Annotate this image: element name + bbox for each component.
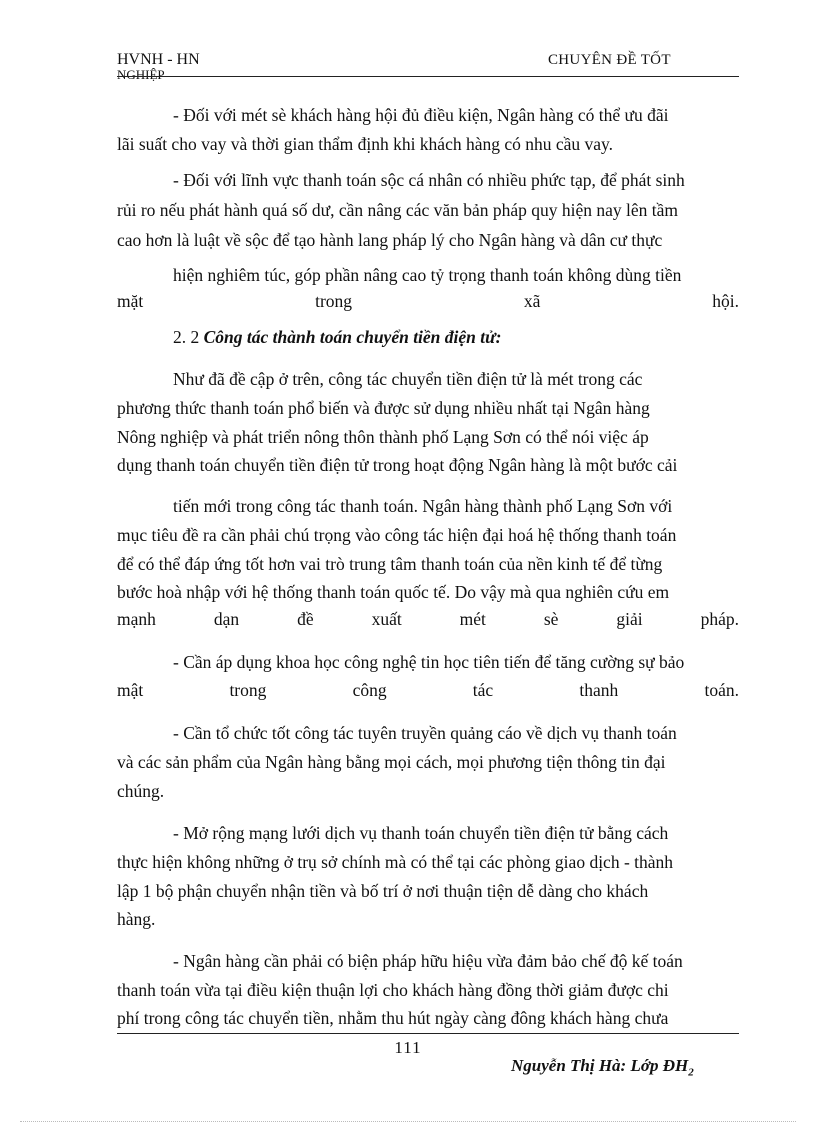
text-line: Nông nghiệp và phát triển nông thôn thành phố Lạng Sơn có thể nói việc áp [117,427,649,447]
text-line: hàng. [117,909,156,929]
word: trong [229,680,267,700]
text-line: chúng. [117,781,165,801]
text-line: lập 1 bộ phận chuyển nhận tiền và bố trí ở nơi thuận tiện dễ dàng cho khách [117,881,649,901]
text-line: - Đối với mét sè khách hàng hội đủ điều kiện, Ngân hàng có thể ưu đãi [173,105,669,125]
word: xuất [371,609,402,629]
word: đề [297,609,314,629]
word: hội. [712,291,739,311]
text-line: để có thể đáp ứng tốt hơn vai trò trung tâm thanh toán của nền kinh tế để từng [117,554,663,574]
section-heading [173,326,739,348]
word: mặt [117,291,144,311]
header-rule [117,76,739,77]
justified-line [117,608,739,630]
text-line: - Cần tổ chức tốt công tác tuyên truyền quảng cáo về dịch vụ thanh toán [173,723,677,743]
word: tác [472,680,494,700]
text-line: bước hoà nhập với hệ thống thanh toán quốc tế. Do vậy mà qua nghiên cứu em [117,582,670,602]
text-line: phí trong công tác chuyển tiền, nhằm thu hút ngày càng đông khách hàng chưa [117,1008,669,1028]
footer-author [511,1056,694,1078]
text-line: lãi suất cho vay và thời gian thẩm định khi khách hàng có nhu cầu vay. [117,134,614,154]
text-line: hiện nghiêm túc, góp phần nâng cao tỷ trọng thanh toán không dùng tiền [173,265,682,285]
word: thanh [579,680,619,700]
page-number: 111 [394,1038,422,1057]
author-name: Nguyễn Thị Hà: Lớp ĐH [511,1056,689,1075]
word: mét [459,609,486,629]
text-line: thanh toán vừa tại điều kiện thuận lợi cho khách hàng đồng thời giảm được chi [117,980,669,1000]
text-line: - Ngân hàng cần phải có biện pháp hữu hiệu vừa đảm bảo chế độ kế toán [173,951,683,971]
word: giải [616,609,643,629]
word: xã [523,291,541,311]
heading-title: Công tác thành toán chuyển tiền điện tử: [203,327,502,347]
text-line: thực hiện không những ở trụ sở chính mà có thể tại các phòng giao dịch - thành [117,852,674,872]
footer-rule [117,1033,739,1034]
text-line: - Đối với lĩnh vực thanh toán sộc cá nhân có nhiều phức tạp, để phát sinh [173,170,685,190]
header-right: CHUYÊN ĐỀ TỐT [548,52,671,68]
word: mạnh [117,609,156,629]
word: trong [315,291,353,311]
text-line: rủi ro nếu phát hành quá số dư, cần nâng các văn bản pháp quy hiện nay lên tầm [117,200,679,220]
word: dạn [213,609,240,629]
text-line: cao hơn là luật về sộc để tạo hành lang pháp lý cho Ngân hàng và dân cư thực [117,230,663,250]
word: pháp. [700,609,739,629]
word: công [352,680,387,700]
page-bottom-border [20,1121,796,1122]
author-subscript: 2 [688,1066,694,1079]
header-left: HVNH - HN [117,51,200,68]
text-line: mục tiêu đề ra cần phải chú trọng vào công tác hiện đại hoá hệ thống thanh toán [117,525,677,545]
text-line: tiến mới trong công tác thanh toán. Ngân hàng thành phố Lạng Sơn với [173,496,673,516]
text-line: phương thức thanh toán phổ biến và được sử dụng nhiều nhất tại Ngân hàng [117,398,650,418]
justified-line [117,290,739,312]
text-line: dụng thanh toán chuyển tiền điện tử trong hoạt động Ngân hàng là một bước cải [117,455,678,475]
word: sè [543,609,559,629]
justified-line [117,679,739,701]
text-line: - Cần áp dụng khoa học công nghệ tin học tiên tiến để tăng cường sự bảo [173,652,685,672]
word: toán. [704,680,739,700]
text-line: và các sản phẩm của Ngân hàng bằng mọi cách, mọi phương tiện thông tin đại [117,752,666,772]
text-line: - Mở rộng mạng lưới dịch vụ thanh toán chuyển tiền điện tử bằng cách [173,823,669,843]
word: mật [117,680,144,700]
header-left-line2: NGHIỆP [117,67,165,82]
text-line: Như đã đề cập ở trên, công tác chuyển tiền điện tử là mét trong các [173,369,643,389]
heading-number: 2. 2 [173,327,204,347]
